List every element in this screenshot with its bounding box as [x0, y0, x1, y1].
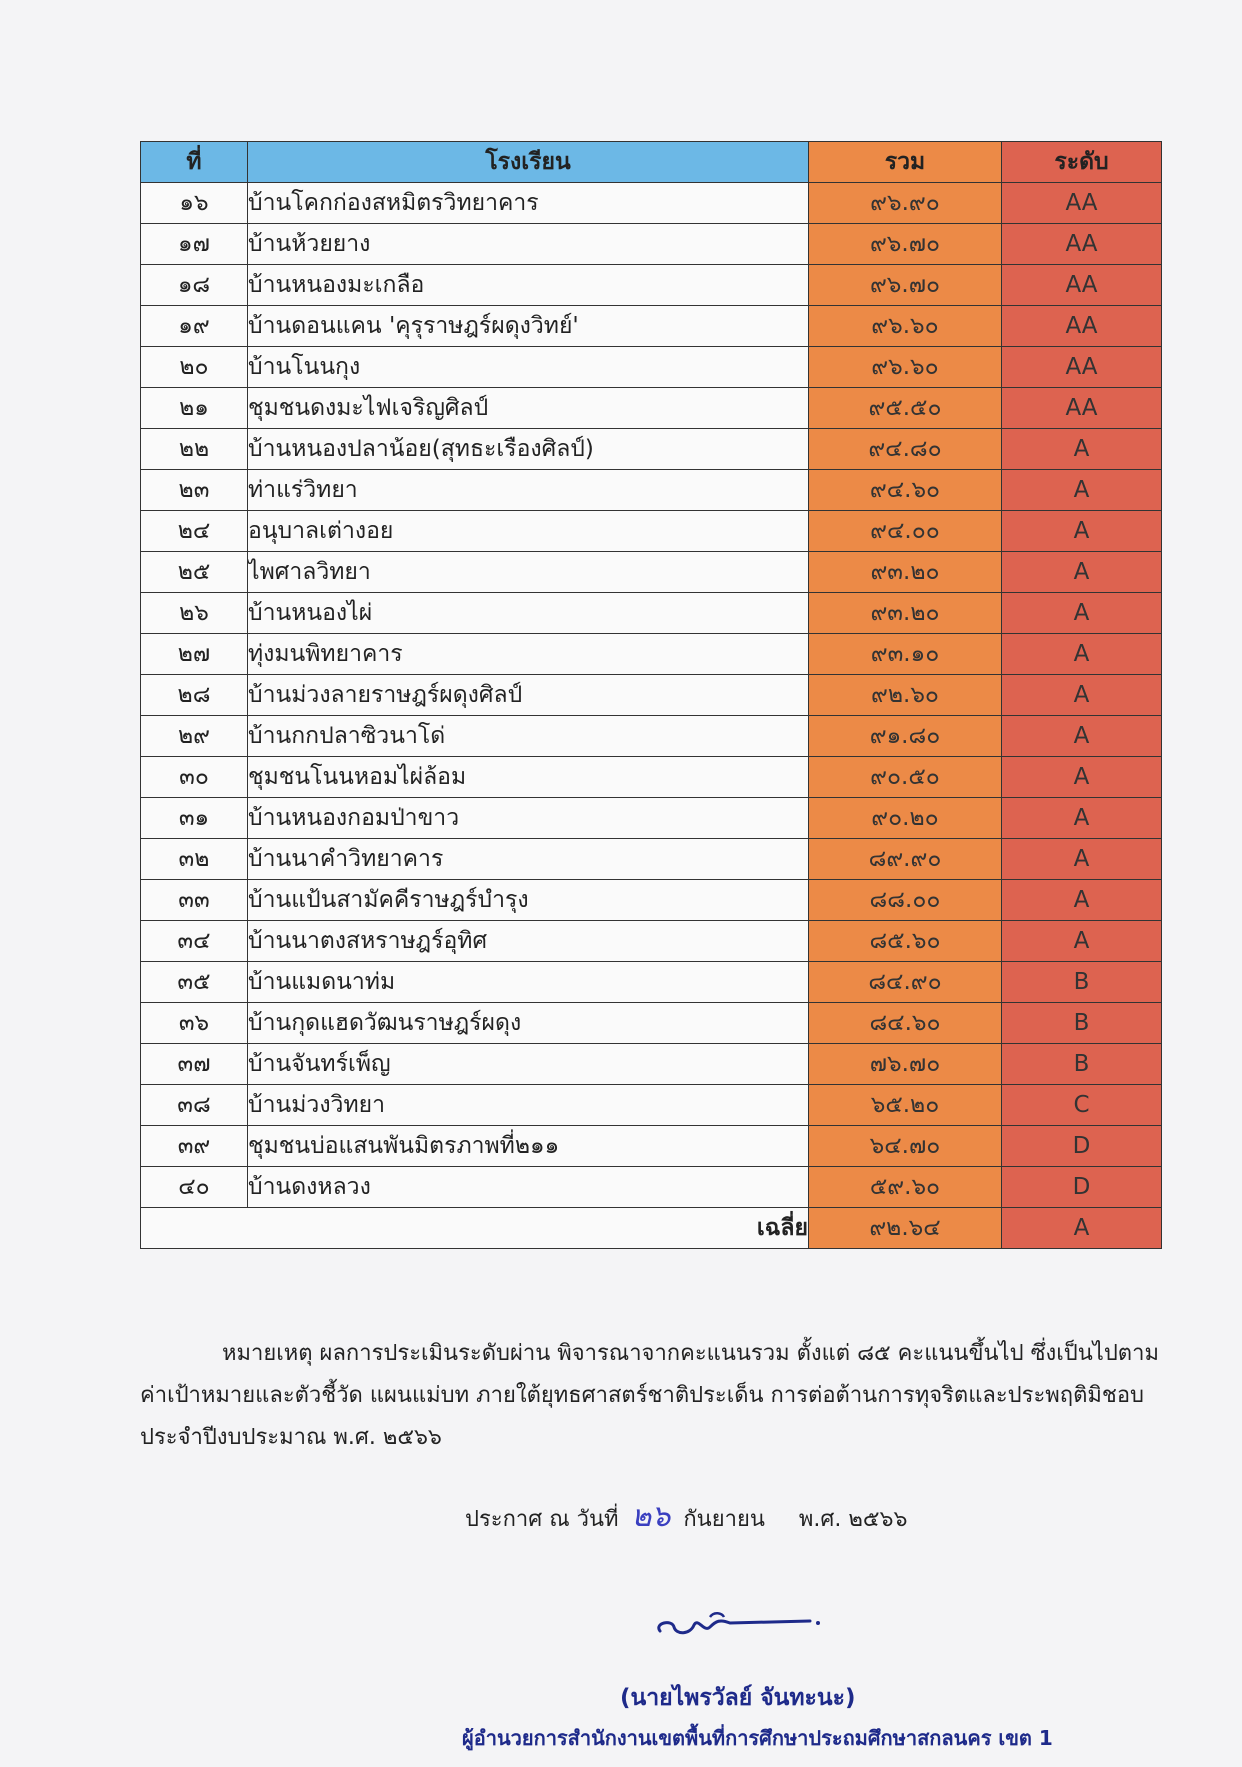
table-row: [141, 470, 1162, 511]
announcement-year: พ.ศ. ๒๕๖๖: [798, 1507, 908, 1532]
row-total: ๙๓.๒๐: [809, 593, 1002, 634]
row-total: ๙๐.๒๐: [809, 798, 1002, 839]
row-level: AA: [1002, 388, 1162, 429]
row-no: ๓๓: [141, 880, 248, 921]
row-total: ๙๔.๐๐: [809, 511, 1002, 552]
row-school: ชุมชนดงมะไฟเจริญศิลป์: [248, 388, 809, 429]
row-school: อนุบาลเต่างอย: [248, 511, 809, 552]
row-school: ไพศาลวิทยา: [248, 552, 809, 593]
table-row: [141, 183, 1162, 224]
row-no: ๒๖: [141, 593, 248, 634]
row-total: ๙๖.๖๐: [809, 306, 1002, 347]
row-level: AA: [1002, 347, 1162, 388]
row-total: ๙๖.๙๐: [809, 183, 1002, 224]
row-no: ๒๕: [141, 552, 248, 593]
row-level: D: [1002, 1167, 1162, 1208]
row-level: D: [1002, 1126, 1162, 1167]
row-no: ๒๓: [141, 470, 248, 511]
table-row: [141, 757, 1162, 798]
signer-name: (นายไพรวัลย์ จันทะนะ): [620, 1685, 856, 1711]
row-total: ๘๔.๙๐: [809, 962, 1002, 1003]
row-total: ๙๑.๘๐: [809, 716, 1002, 757]
row-total: ๖๕.๒๐: [809, 1085, 1002, 1126]
row-school: ชุมชนโนนหอมไผ่ล้อม: [248, 757, 809, 798]
announcement-day: ๒๖: [631, 1499, 671, 1534]
row-total: ๘๕.๖๐: [809, 921, 1002, 962]
row-level: A: [1002, 634, 1162, 675]
average-level: A: [1002, 1208, 1162, 1249]
table-row: [141, 347, 1162, 388]
row-school: บ้านจันทร์เพ็ญ: [248, 1044, 809, 1085]
table-body: [141, 183, 1162, 1208]
row-total: ๙๔.๖๐: [809, 470, 1002, 511]
signer-title: ผู้อำนวยการสำนักงานเขตพื้นที่การศึกษาประถมศึกษาสกลนคร เขต 1: [462, 1726, 1053, 1750]
row-level: AA: [1002, 306, 1162, 347]
header-no: ที่: [141, 142, 248, 183]
table-row: [141, 839, 1162, 880]
row-total: ๙๓.๑๐: [809, 634, 1002, 675]
row-no: ๒๑: [141, 388, 248, 429]
row-school: บ้านดงหลวง: [248, 1167, 809, 1208]
row-no: ๑๖: [141, 183, 248, 224]
row-no: ๓๗: [141, 1044, 248, 1085]
row-level: A: [1002, 593, 1162, 634]
table-row: [141, 880, 1162, 921]
row-total: ๘๔.๖๐: [809, 1003, 1002, 1044]
row-no: ๒๘: [141, 675, 248, 716]
row-total: ๙๕.๕๐: [809, 388, 1002, 429]
table-row: [141, 429, 1162, 470]
table-row: [141, 675, 1162, 716]
row-total: ๙๖.๗๐: [809, 224, 1002, 265]
row-school: บ้านแป้นสามัคคีราษฎร์บำรุง: [248, 880, 809, 921]
row-level: B: [1002, 1003, 1162, 1044]
row-total: ๙๖.๖๐: [809, 347, 1002, 388]
row-total: ๘๘.๐๐: [809, 880, 1002, 921]
row-no: ๒๔: [141, 511, 248, 552]
table-row: [141, 1003, 1162, 1044]
row-level: A: [1002, 921, 1162, 962]
row-level: B: [1002, 1044, 1162, 1085]
row-no: ๓๑: [141, 798, 248, 839]
table-row: [141, 511, 1162, 552]
average-row: [141, 1208, 1162, 1249]
table-row: [141, 593, 1162, 634]
row-level: A: [1002, 511, 1162, 552]
row-total: ๖๔.๗๐: [809, 1126, 1002, 1167]
row-level: A: [1002, 880, 1162, 921]
row-level: A: [1002, 757, 1162, 798]
row-level: AA: [1002, 224, 1162, 265]
row-no: ๒๗: [141, 634, 248, 675]
row-no: ๓๖: [141, 1003, 248, 1044]
row-school: บ้านม่วงลายราษฎร์ผดุงศิลป์: [248, 675, 809, 716]
row-school: บ้านแมดนาท่ม: [248, 962, 809, 1003]
row-school: บ้านหนองกอมป่าขาว: [248, 798, 809, 839]
row-school: บ้านหนองมะเกลือ: [248, 265, 809, 306]
table-header-row: [141, 142, 1162, 183]
row-no: ๑๗: [141, 224, 248, 265]
row-school: บ้านม่วงวิทยา: [248, 1085, 809, 1126]
row-school: บ้านกกปลาซิวนาโด่: [248, 716, 809, 757]
row-level: A: [1002, 429, 1162, 470]
row-school: บ้านกุดแฮดวัฒนราษฎร์ผดุง: [248, 1003, 809, 1044]
row-level: C: [1002, 1085, 1162, 1126]
row-no: ๓๔: [141, 921, 248, 962]
announcement-prefix: ประกาศ ณ วันที่: [465, 1507, 619, 1532]
row-level: A: [1002, 798, 1162, 839]
table-row: [141, 962, 1162, 1003]
row-level: A: [1002, 675, 1162, 716]
row-school: ท่าแร่วิทยา: [248, 470, 809, 511]
table-row: [141, 1167, 1162, 1208]
row-school: บ้านดอนแคน 'คุรุราษฎร์ผดุงวิทย์': [248, 306, 809, 347]
header-total: รวม: [809, 142, 1002, 183]
row-school: บ้านหนองไผ่: [248, 593, 809, 634]
average-label: เฉลี่ย: [141, 1208, 809, 1249]
row-no: ๒๙: [141, 716, 248, 757]
table-row: [141, 1126, 1162, 1167]
table-row: [141, 306, 1162, 347]
announcement-date: [465, 1497, 907, 1540]
row-no: ๓๙: [141, 1126, 248, 1167]
row-school: ทุ่งมนพิทยาคาร: [248, 634, 809, 675]
row-total: ๗๖.๗๐: [809, 1044, 1002, 1085]
row-total: ๙๖.๗๐: [809, 265, 1002, 306]
table-row: [141, 716, 1162, 757]
table-row: [141, 388, 1162, 429]
row-total: ๙๓.๒๐: [809, 552, 1002, 593]
row-no: ๓๒: [141, 839, 248, 880]
row-level: B: [1002, 962, 1162, 1003]
table-row: [141, 265, 1162, 306]
remark-note: หมายเหตุ ผลการประเมินระดับผ่าน พิจารณาจากคะแนนรวม ตั้งแต่ ๘๕ คะแนนขึ้นไป ซึ่งเป็นไปตามค่าเป้าหมายและตัวชี้วัด แผนแม่บท ภายใต้ยุทธศาสตร์ชาติประเด็น การต่อต้านการทุจริตและประพฤติมิชอบ ประจำปีงบประมาณ พ.ศ. ๒๕๖๖: [140, 1341, 1159, 1450]
row-no: ๑๘: [141, 265, 248, 306]
row-level: AA: [1002, 265, 1162, 306]
signature-mark: [650, 1605, 830, 1645]
header-level: ระดับ: [1002, 142, 1162, 183]
announcement-month: กันยายน: [683, 1507, 765, 1532]
row-no: ๒๐: [141, 347, 248, 388]
results-table: [140, 141, 1162, 1249]
row-school: บ้านนาคำวิทยาคาร: [248, 839, 809, 880]
row-school: บ้านโนนกุง: [248, 347, 809, 388]
table-row: [141, 921, 1162, 962]
row-level: A: [1002, 839, 1162, 880]
row-total: ๕๙.๖๐: [809, 1167, 1002, 1208]
row-total: ๙๐.๕๐: [809, 757, 1002, 798]
table-row: [141, 224, 1162, 265]
table-row: [141, 1044, 1162, 1085]
row-no: ๔๐: [141, 1167, 248, 1208]
table-row: [141, 1085, 1162, 1126]
row-total: ๙๒.๖๐: [809, 675, 1002, 716]
row-level: AA: [1002, 183, 1162, 224]
row-level: A: [1002, 716, 1162, 757]
row-no: ๓๐: [141, 757, 248, 798]
table-row: [141, 798, 1162, 839]
row-school: บ้านนาตงสหราษฎร์อุทิศ: [248, 921, 809, 962]
row-level: A: [1002, 552, 1162, 593]
row-school: บ้านหนองปลาน้อย(สุทธะเรืองศิลป์): [248, 429, 809, 470]
table-row: [141, 552, 1162, 593]
row-no: ๓๕: [141, 962, 248, 1003]
row-total: ๘๙.๙๐: [809, 839, 1002, 880]
row-school: บ้านโคกก่องสหมิตรวิทยาคาร: [248, 183, 809, 224]
row-no: ๓๘: [141, 1085, 248, 1126]
row-school: บ้านห้วยยาง: [248, 224, 809, 265]
average-total: ๙๒.๖๔: [809, 1208, 1002, 1249]
row-level: A: [1002, 470, 1162, 511]
row-no: ๑๙: [141, 306, 248, 347]
row-total: ๙๔.๘๐: [809, 429, 1002, 470]
header-school: โรงเรียน: [248, 142, 809, 183]
row-school: ชุมชนบ่อแสนพันมิตรภาพที่๒๑๑: [248, 1126, 809, 1167]
table-row: [141, 634, 1162, 675]
row-no: ๒๒: [141, 429, 248, 470]
